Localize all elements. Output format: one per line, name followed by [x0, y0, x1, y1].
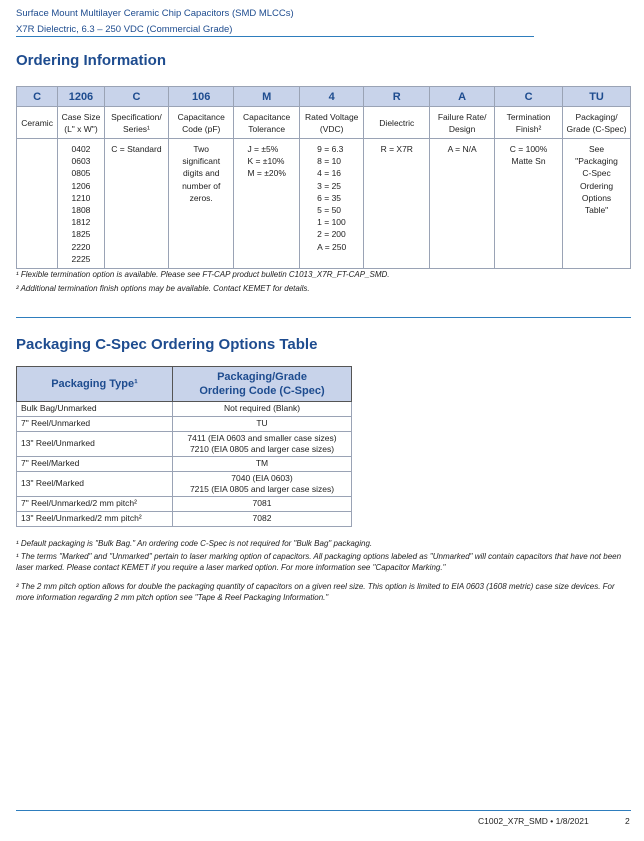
label-cell: Termination Finish² — [495, 107, 563, 139]
label-cell: Rated Voltage (VDC) — [300, 107, 364, 139]
label-cell: Failure Rate/ Design — [430, 107, 495, 139]
c-spec-value: Not required (Blank) — [223, 403, 301, 414]
code-cell: R — [364, 87, 430, 107]
code-cell: C — [17, 87, 58, 107]
tolerance-values-cell — [234, 139, 300, 269]
case-size-list: 0402 0603 0805 1206 1210 1808 1812 1825 2220 2225 — [71, 144, 91, 264]
c-spec-cell — [173, 432, 352, 457]
values-row — [17, 139, 631, 269]
packaging-options-table — [16, 366, 352, 527]
specification-values-cell: C = Standard — [104, 139, 169, 269]
packaging-values-cell — [563, 139, 631, 269]
packaging-footnote-2: ¹ The terms "Marked" and "Unmarked" pertain to laser marking option of capacitors. All packaging options labeled as "Unmarked" will contain capacitors that have not been laser marked. Please contact KEMET if you require a laser marked option. For more information see "Capacitor Marking." — [16, 552, 622, 572]
packaging-options-heading: Packaging C-Spec Ordering Options Table — [16, 336, 318, 353]
dielectric-values-cell: R = X7R — [364, 139, 430, 269]
table-row — [17, 512, 352, 527]
label-cell: Ceramic — [17, 107, 58, 139]
packaging-type-cell: Bulk Bag/Unmarked — [17, 402, 173, 417]
label-cell: Case Size (L" x W") — [58, 107, 104, 139]
termination-values-cell — [495, 139, 563, 269]
voltage-list: 9 = 6.3 8 = 10 4 = 16 3 = 25 6 = 35 5 = 50 1 = 100 2 = 200 A = 250 — [317, 144, 347, 252]
ordering-code-header — [173, 367, 352, 402]
label-cell: Capacitance Tolerance — [234, 107, 300, 139]
header-subtitle: X7R Dielectric, 6.3 – 250 VDC (Commercial Grade) — [16, 24, 233, 35]
voltage-values-cell — [300, 139, 364, 269]
footer-divider — [16, 810, 631, 811]
c-spec-value: 7081 — [252, 498, 272, 509]
c-spec-value: TU — [256, 418, 268, 429]
cap-code-list: Two significant digits and number of zeros. — [182, 144, 221, 203]
c-spec-cell — [173, 417, 352, 432]
section-divider — [16, 317, 631, 318]
packaging-type-cell: 7" Reel/Unmarked/2 mm pitch² — [17, 497, 173, 512]
packaging-footnote-3: ² The 2 mm pitch option allows for double the packaging quantity of capacitors on a given reel size. This option is limited to EIA 0603 (1608 metric) case size devices. For more information regarding 2 mm pitch option see "Tape & Reel Packaging Information." — [16, 582, 615, 602]
packaging-table-header — [17, 367, 352, 402]
label-cell: Packaging/ Grade (C-Spec) — [563, 107, 631, 139]
packaging-list: See "Packaging C-Spec Ordering Options Table" — [575, 144, 618, 216]
ordering-information-table — [16, 86, 631, 269]
c-spec-cell — [173, 472, 352, 497]
packaging-type-cell: 7" Reel/Unmarked — [17, 417, 173, 432]
code-cell: M — [234, 87, 300, 107]
code-cell: 106 — [169, 87, 234, 107]
label-cell: Specification/ Series¹ — [104, 107, 169, 139]
label-cell: Capacitance Code (pF) — [169, 107, 234, 139]
cap-code-values-cell — [169, 139, 234, 269]
ordering-footnote-2: ² Additional termination finish options may be available. Contact KEMET for details. — [16, 284, 310, 293]
c-spec-cell — [173, 512, 352, 527]
packaging-type-cell: 7" Reel/Marked — [17, 457, 173, 472]
packaging-type-header: Packaging Type¹ — [17, 367, 173, 402]
packaging-type-cell: 13" Reel/Unmarked — [17, 432, 173, 457]
code-cell: TU — [563, 87, 631, 107]
table-row — [17, 472, 352, 497]
c-spec-value: 7411 (EIA 0603 and smaller case sizes) 7210 (EIA 0805 and larger case sizes) — [187, 432, 337, 454]
code-cell: 1206 — [58, 87, 104, 107]
c-spec-cell — [173, 402, 352, 417]
c-spec-cell — [173, 497, 352, 512]
ceramic-values-cell — [17, 139, 58, 269]
table-row — [17, 402, 352, 417]
document-id: C1002_X7R_SMD • 1/8/2021 — [478, 816, 589, 826]
header-title: Surface Mount Multilayer Ceramic Chip Capacitors (SMD MLCCs) — [16, 8, 294, 19]
label-row — [17, 107, 631, 139]
label-cell: Dielectric — [364, 107, 430, 139]
header-divider — [16, 36, 534, 37]
code-cell: C — [104, 87, 169, 107]
table-row — [17, 432, 352, 457]
table-row — [17, 497, 352, 512]
table-row — [17, 417, 352, 432]
termination-list: C = 100% Matte Sn — [509, 144, 548, 167]
page-number: 2 — [625, 816, 630, 826]
packaging-type-cell: 13" Reel/Marked — [17, 472, 173, 497]
code-cell: C — [495, 87, 563, 107]
c-spec-value: 7040 (EIA 0603) 7215 (EIA 0805 and larger case sizes) — [189, 472, 335, 494]
c-spec-value: TM — [255, 458, 269, 469]
failure-rate-values-cell: A = N/A — [430, 139, 495, 269]
code-cell: A — [430, 87, 495, 107]
packaging-type-cell: 13" Reel/Unmarked/2 mm pitch² — [17, 512, 173, 527]
ordering-footnote-1: ¹ Flexible termination option is available. Please see FT-CAP product bulletin C1013_X7R_FT-CAP_SMD. — [16, 270, 390, 279]
table-row — [17, 457, 352, 472]
code-row — [17, 87, 631, 107]
tolerance-list: J = ±5% K = ±10% M = ±20% — [247, 144, 286, 179]
ordering-code-header-line1: Packaging/Grade — [217, 371, 307, 383]
ordering-information-heading: Ordering Information — [16, 52, 166, 69]
case-size-values-cell — [58, 139, 104, 269]
packaging-footnote-1: ¹ Default packaging is "Bulk Bag." An ordering code C-Spec is not required for "Bulk Bag" packaging. — [16, 539, 373, 548]
code-cell: 4 — [300, 87, 364, 107]
ordering-code-header-line2: Ordering Code (C-Spec) — [199, 385, 325, 397]
c-spec-value: 7082 — [252, 513, 272, 524]
c-spec-cell — [173, 457, 352, 472]
